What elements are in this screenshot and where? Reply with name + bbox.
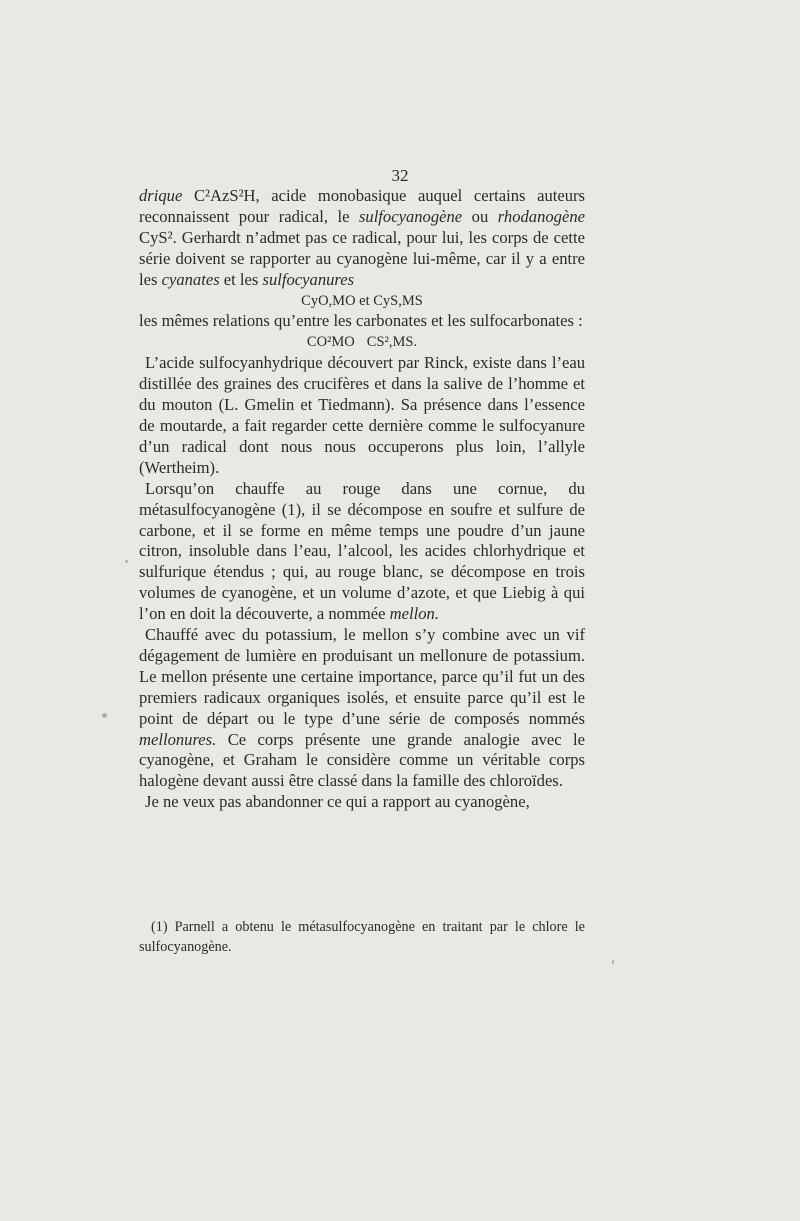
text-run: les mêmes relations qu’entre les carbonates et les sulfocarbonates : (139, 311, 583, 331)
paragraph-1 (139, 186, 585, 291)
text-run: Lorsqu’on chauffe au rouge dans une cornue, du métasulfocyanogène (1), il se décompose en soufre et sulfure de carbone, et il se forme en même temps une poudre d’un jaune citron, insoluble dans l’eau, l’alcool, les acides chlorhydrique et sulfurique étendus ; qui, au rouge blanc, se décompose en trois volumes de cyanogène, et un volume d’azote, et que Liebig à qui l’on en doit la découverte, a nommée (139, 478, 585, 624)
italic-run: sulfocyanures (262, 269, 355, 289)
text-run: ou (462, 206, 498, 226)
italic-run: drique (139, 186, 183, 205)
paragraph-5 (139, 625, 585, 792)
formula-cyanates-sulfocyanures: CyO,MO et CyS,MS (301, 292, 423, 309)
paragraph-4 (139, 479, 585, 625)
italic-run: rhodanogène (497, 206, 585, 226)
text-run: et les (219, 269, 263, 289)
paper-speck (125, 560, 128, 563)
text-run: Chauffé avec du potassium, le mellon s’y combine avec un vif dégagement de lumière en produisant un mellonure de potassium. Le mellon présente une certaine importance, parce qu’il fut un des premiers radicaux organiques isolés, et ensuite parce qu’il est le point de départ ou le type d’une série de composés nommés (139, 625, 585, 728)
italic-run: mellon. (389, 604, 439, 624)
text-run: Je ne veux pas abandonner ce qui a rapport au cyanogène, (145, 792, 530, 812)
paper-speck (612, 960, 614, 964)
paragraph-6 (139, 792, 585, 813)
paragraph-3 (139, 353, 585, 478)
footnote-text: (1) Parnell a obtenu le métasulfocyanogène en traitant par le chlore le sulfocyanogène. (139, 919, 585, 955)
paragraph-2 (139, 311, 585, 332)
text-run: Ce corps présente une grande analogie avec le cyanogène, et Graham le considère comme un véritable corps halogène devant aussi être classé dans la famille des chloroïdes. (139, 729, 585, 791)
text-run: CyS². Gerhardt n’admet pas ce radical, pour lui, les corps de cette série doivent se rapporter au cyanogène lui-même, car il y a entre les (139, 227, 585, 289)
italic-run: sulfocyanogène (358, 206, 463, 226)
formula-carbonate: CO²MO (306, 334, 355, 351)
body-text (139, 186, 585, 813)
page-number: 32 (391, 166, 409, 185)
paper-speck (102, 713, 107, 718)
italic-run: cyanates (161, 269, 220, 289)
text-run: C²AzS²H, acide monobasique auquel certains auteurs reconnaissent pour radical, le (139, 186, 585, 226)
text-run: L’acide sulfocyanhydrique découvert par Rinck, existe dans l’eau distillée des graines des crucifères et dans la salive de l’homme et du mouton (L. Gmelin et Tiedmann). Sa présence dans l’essence de moutarde, a fait regarder cette dernière comme le sulfocyanure d’un radical dont nous nous occuperons plus loin, l’allyle (Wertheim). (139, 353, 585, 477)
formula-sulfocarbonate: CS²,MS. (366, 334, 418, 351)
footnote (139, 917, 585, 957)
formula-carbonates-sulfocarbonates (139, 332, 585, 353)
italic-run: mellonures. (139, 729, 217, 749)
